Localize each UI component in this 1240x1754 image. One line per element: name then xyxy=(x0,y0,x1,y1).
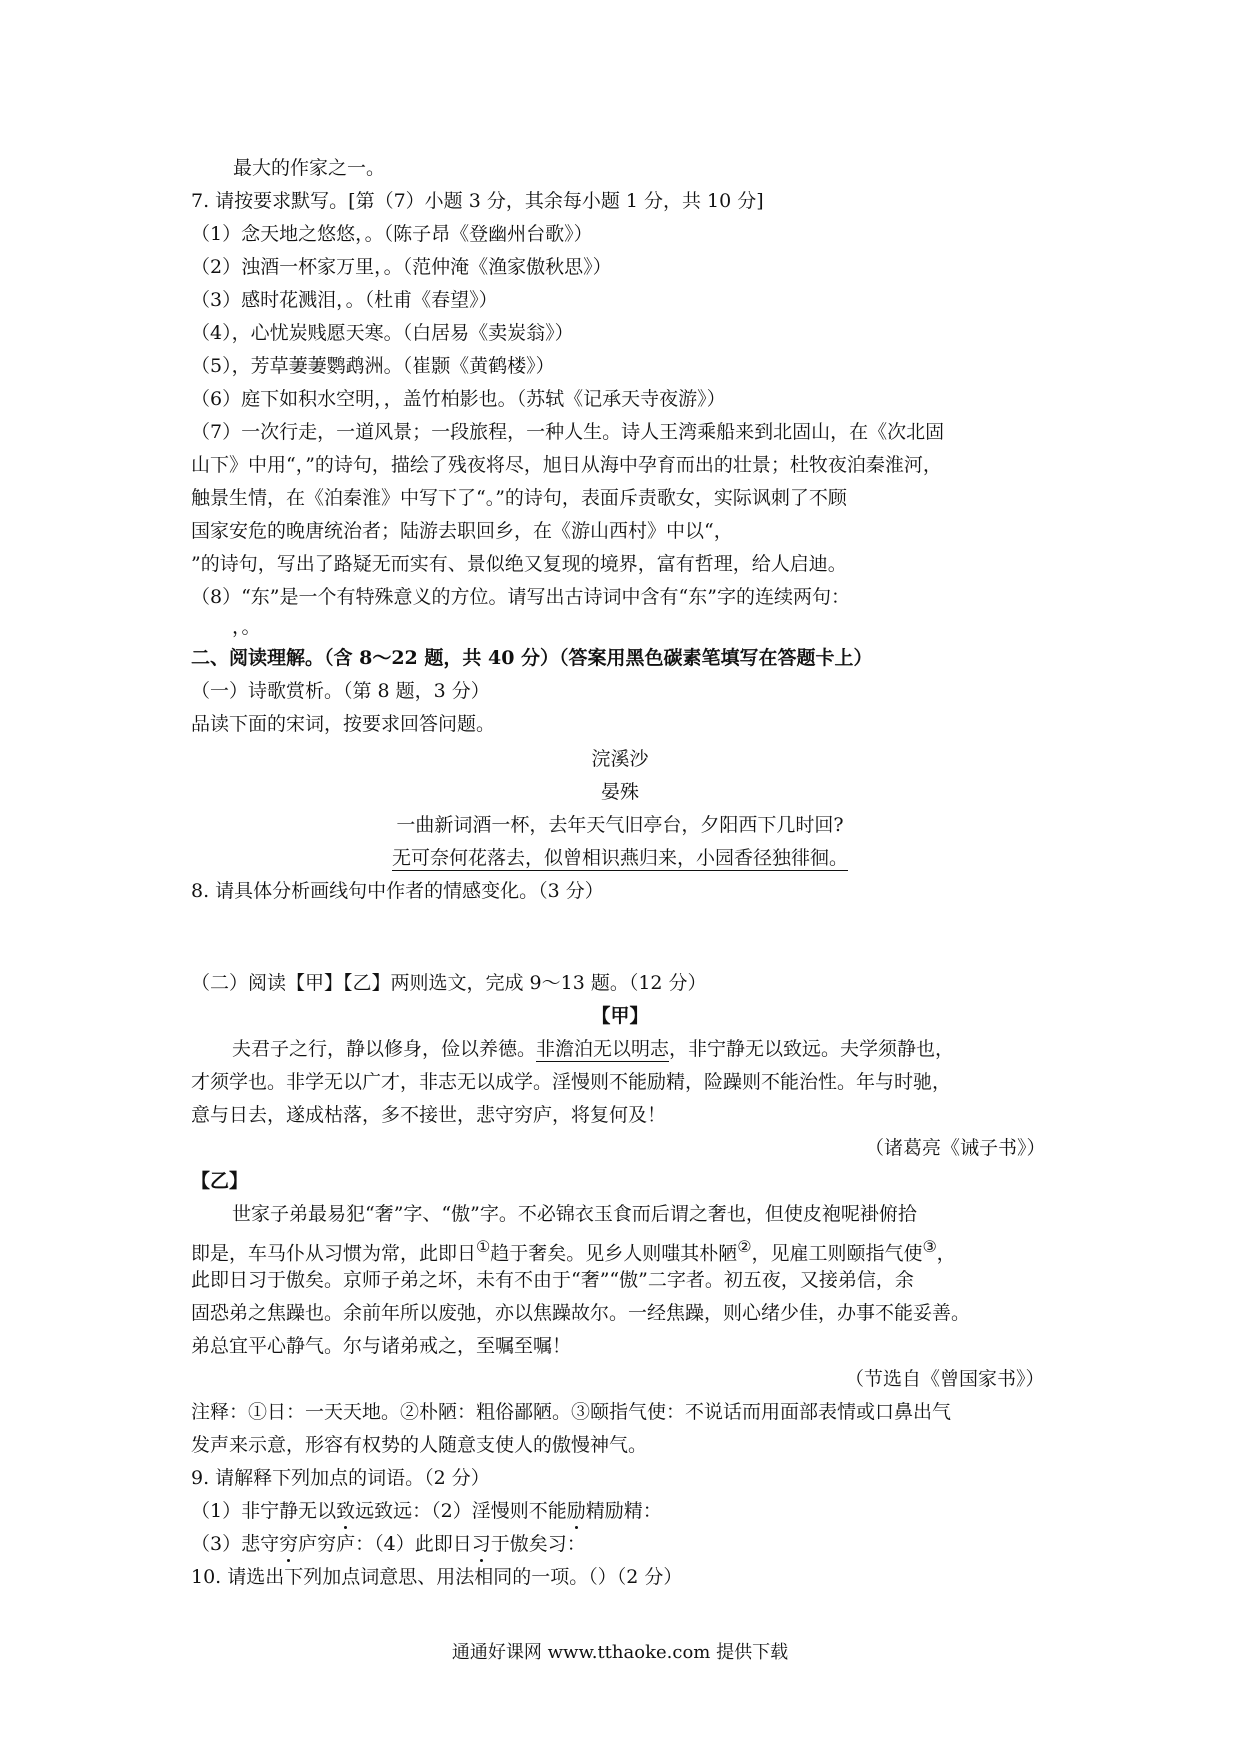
question-7-item: （8）“东”是一个有特殊意义的方位。请写出古诗词中含有“东”字的连续两句： xyxy=(191,586,850,608)
passage-line: 才须学也。非学无以广才，非志无以成学。淫慢则不能励精，险躁则不能治性。年与时驰， xyxy=(191,1071,952,1093)
passage-label: 【乙】 xyxy=(191,1170,249,1192)
passage-line: 世家子弟最易犯“奢”字、“傲”字。不必锦衣玉食而后谓之奢也，但使皮袍呢褂俯拾 xyxy=(232,1203,917,1225)
dotted-word: 穷 xyxy=(279,1533,299,1555)
underlined-text: 非澹泊无以明志 xyxy=(536,1038,670,1060)
footnote-mark: ② xyxy=(737,1237,752,1256)
question-7-item: （3）感时花溅泪，。（杜甫《春望》） xyxy=(191,289,498,311)
dotted-word: 习 xyxy=(471,1533,491,1555)
question-7-item: 山下》中用“，”的诗句，描绘了残夜将尽，旭日从海中孕育而出的壮景；杜牧夜泊秦淮河， xyxy=(191,454,942,476)
passage-label: 【甲】 xyxy=(591,1005,649,1027)
passage-text: ，非宁静无以致远。夫学须静也， xyxy=(669,1038,955,1060)
question-10: 10. 请选出下列加点词意思、用法相同的一项。（）（2 分） xyxy=(191,1566,683,1588)
passage-line: 此即日习于傲矣。京师子弟之坏，未有不由于“奢”“傲”二字者。初五夜，又接弟信，余 xyxy=(191,1269,914,1291)
passage-line: 意与日去，遂成枯落，多不接世，悲守穷庐，将复何及！ xyxy=(191,1104,667,1126)
subsection-title: （一）诗歌赏析。（第 8 题，3 分） xyxy=(191,680,490,702)
annotation-line: 发声来示意，形容有权势的人随意支使人的傲慢神气。 xyxy=(191,1434,648,1456)
text-line: 最大的作家之一。 xyxy=(233,157,386,179)
question-7-item: ”的诗句，写出了路疑无而实有、景似绝又复现的境界，富有哲理，给人启迪。 xyxy=(191,553,847,575)
poem-line: 一曲新词酒一杯，去年天气旧亭台，夕阳西下几时回? xyxy=(396,814,844,836)
question-text: 精励精： xyxy=(585,1500,662,1522)
passage-source: （诸葛亮《诫子书》） xyxy=(865,1137,1046,1159)
passage-line xyxy=(232,1036,954,1062)
poem-line-underlined xyxy=(0,845,1240,871)
passage-text: 即是，车马仆从习惯为常，此即日 xyxy=(191,1242,477,1265)
question-7-item: 国家安危的晚唐统治者；陆游去职回乡，在《游山西村》中以“， xyxy=(191,520,733,542)
footnote-mark: ① xyxy=(476,1237,491,1256)
passage-line xyxy=(191,1234,956,1266)
question-7-item: （4），心忧炭贱愿天寒。（白居易《卖炭翁》） xyxy=(191,322,574,344)
poem-author: 晏殊 xyxy=(600,781,639,803)
poem-title: 浣溪沙 xyxy=(591,748,649,770)
question-7-title: 7. 请按要求默写。[第（7）小题 3 分，其余每小题 1 分，共 10 分] xyxy=(191,190,764,212)
passage-text: 趋于奢矣。见乡人则嗤其朴陋 xyxy=(490,1242,738,1265)
question-text: （1）非宁静无以 xyxy=(191,1500,337,1522)
question-7-item: （5），芳草萋萋鹦鹉洲。（崔颢《黄鹤楼》） xyxy=(191,355,555,377)
question-9-item xyxy=(191,1498,662,1524)
dotted-word: 致 xyxy=(336,1500,356,1522)
question-7-item: （7）一次行走，一道风景；一段旅程，一种人生。诗人王湾乘船来到北固山，在《次北固 xyxy=(191,421,945,443)
question-7-item: 触景生情，在《泊秦淮》中写下了“。”的诗句，表面斥责歌女，实际讽刺了不顾 xyxy=(191,487,847,509)
annotation-line: 注释：①日：一天天地。②朴陋：粗俗鄙陋。③颐指气使：不说话而用面部表情或口鼻出气 xyxy=(191,1401,952,1423)
passage-text: 夫君子之行，静以修身，俭以养德。 xyxy=(232,1038,537,1060)
question-text: （3）悲守 xyxy=(191,1533,280,1555)
passage-line: 固恐弟之焦躁也。余前年所以废弛，亦以焦躁故尔。一经焦躁，则心绪少佳，办事不能妥善。 xyxy=(191,1302,971,1324)
passage-text: ， xyxy=(936,1242,956,1265)
question-7-item: ，。 xyxy=(232,616,261,638)
text-line: 品读下面的宋词，按要求回答问题。 xyxy=(191,713,496,735)
question-8: 8. 请具体分析画线句中作者的情感变化。（3 分） xyxy=(191,880,604,902)
question-7-item: （6）庭下如积水空明，，盖竹柏影也。（苏轼《记承天寺夜游》） xyxy=(191,388,726,410)
dotted-word: 励 xyxy=(566,1500,586,1522)
passage-text: ，见雇工则颐指气使 xyxy=(751,1242,923,1265)
question-7-item: （1）念天地之悠悠，。（陈子昂《登幽州台歌》） xyxy=(191,223,593,245)
passage-source: （节选自《曾国家书》） xyxy=(845,1368,1045,1390)
question-text: 庐穷庐：（4）此即日 xyxy=(298,1533,472,1555)
question-text: 远致远：（2）淫慢则不能 xyxy=(355,1500,567,1522)
underlined-text: 无可奈何花落去，似曾相识燕归来，小园香径独徘徊。 xyxy=(391,847,848,869)
passage-line: 弟总宜平心静气。尔与诸弟戒之，至嘱至嘱！ xyxy=(191,1335,572,1357)
question-9: 9. 请解释下列加点的词语。（2 分） xyxy=(191,1467,490,1489)
question-7-item: （2）浊酒一杯家万里，。（范仲淹《渔家傲秋思》） xyxy=(191,256,612,278)
page-footer: 通通好课网 www.tthaoke.com 提供下载 xyxy=(451,1642,789,1663)
question-text: 于傲矣习： xyxy=(490,1533,586,1555)
subsection-title: （二）阅读【甲】【乙】两则选文，完成 9～13 题。（12 分） xyxy=(191,972,707,994)
section-2-title: 二、阅读理解。（含 8～22 题，共 40 分）（答案用黑色碳素笔填写在答题卡上） xyxy=(191,647,873,669)
footnote-mark: ③ xyxy=(922,1237,937,1256)
question-9-item xyxy=(191,1531,586,1557)
